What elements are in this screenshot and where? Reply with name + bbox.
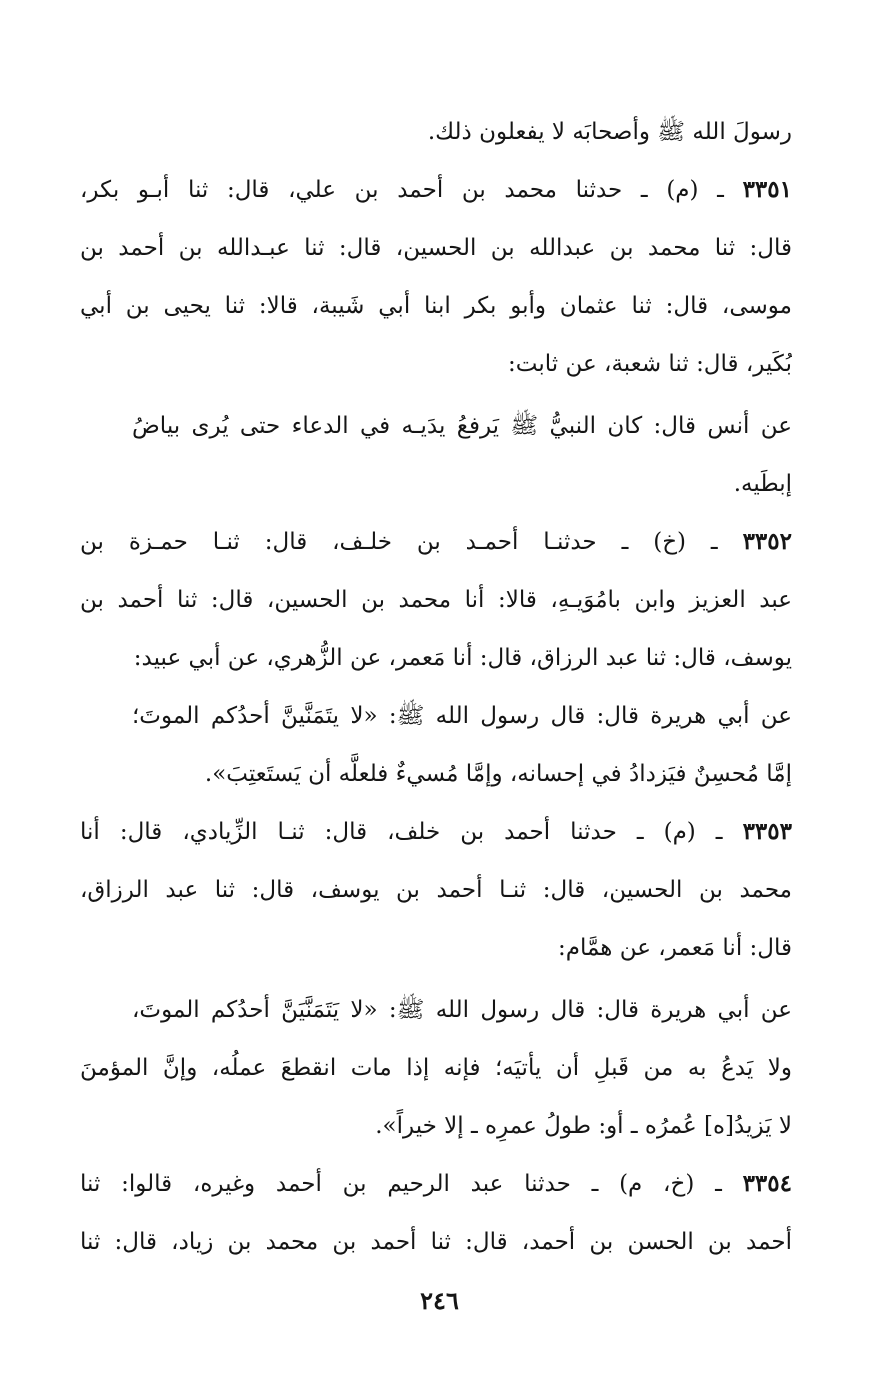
hadith-header-line: ٣٣٥٢ ـ (خ) ـ حدثنـا أحمـد بن خلـف، قال: ثنـا حمـزة بن	[80, 528, 792, 555]
text-line: إمَّا مُحسِنٌ فيَزدادُ في إحسانه، وإمَّا مُسيءٌ فلعلَّه أن يَستَعتِبَ».	[204, 761, 792, 787]
text-line: عن أبي هريرة قال: قال رسول الله ﷺ: «لا يَتَمَنَّيَنَّ أحدُكم الموتَ،	[132, 997, 792, 1023]
hadith-number: ٣٣٥١	[742, 176, 792, 203]
hadith-number: ٣٣٥٤	[742, 1170, 792, 1197]
hadith-number: ٣٣٥٢	[742, 528, 792, 555]
text-line: موسى، قال: ثنا عثمان وأبو بكر ابنا أبي شَيبة، قالا: ثنا يحيى بن أبي	[80, 293, 792, 319]
text-line: بُكَير، قال: ثنا شعبة، عن ثابت:	[508, 351, 792, 377]
text-line: قال: أنا مَعمر، عن همَّام:	[558, 935, 792, 961]
text-line: لا يَزيدُ[ه] عُمرُه ـ أو: طولُ عمرِه ـ إلا خيراً».	[375, 1113, 792, 1139]
text-line: رسولَ الله ﷺ وأصحابَه لا يفعلون ذلك.	[427, 119, 792, 145]
text-line: يوسف، قال: ثنا عبد الرزاق، قال: أنا مَعمر، عن الزُّهري، عن أبي عبيد:	[133, 645, 792, 671]
text-line: ولا يَدعُ به من قَبلِ أن يأتيَه؛ فإنه إذا مات انقطعَ عملُه، وإنَّ المؤمنَ	[80, 1055, 792, 1081]
text-line: إبطَيه.	[733, 471, 792, 497]
text-line: عن أبي هريرة قال: قال رسول الله ﷺ: «لا يتَمَنَّينَّ أحدُكم الموتَ؛	[132, 703, 792, 729]
text-line: عن أنس قال: كان النبيُّ ﷺ يَرفعُ يدَيـه في الدعاء حتى يُرى بياضُ	[132, 413, 792, 439]
text-line: عبد العزيز وابن بامُوَيـهِ، قالا: أنا محمد بن الحسين، قال: ثنا أحمد بن	[80, 587, 792, 613]
hadith-number: ٣٣٥٣	[742, 818, 792, 845]
text-line: أحمد بن الحسن بن أحمد، قال: ثنا أحمد بن محمد بن زياد، قال: ثنا	[80, 1229, 792, 1255]
text-line: محمد بن الحسين، قال: ثنـا أحمد بن يوسف، قال: ثنا عبد الرزاق،	[80, 877, 792, 903]
hadith-header-line: ٣٣٥١ ـ (م) ـ حدثنا محمد بن أحمد بن علي، قال: ثنا أبـو بكر،	[80, 176, 792, 203]
text-line: قال: ثنا محمد بن عبدالله بن الحسين، قال: ثنا عبـدالله بن أحمد بن	[80, 235, 792, 261]
hadith-header-line: ٣٣٥٣ ـ (م) ـ حدثنا أحمد بن خلف، قال: ثنـا الزِّيادي، قال: أنا	[80, 818, 792, 845]
hadith-header-line: ٣٣٥٤ ـ (خ، م) ـ حدثنا عبد الرحيم بن أحمد وغيره، قالوا: ثنا	[80, 1170, 792, 1197]
page-body	[80, 104, 792, 1254]
page-number: ٢٤٦	[420, 1286, 459, 1315]
